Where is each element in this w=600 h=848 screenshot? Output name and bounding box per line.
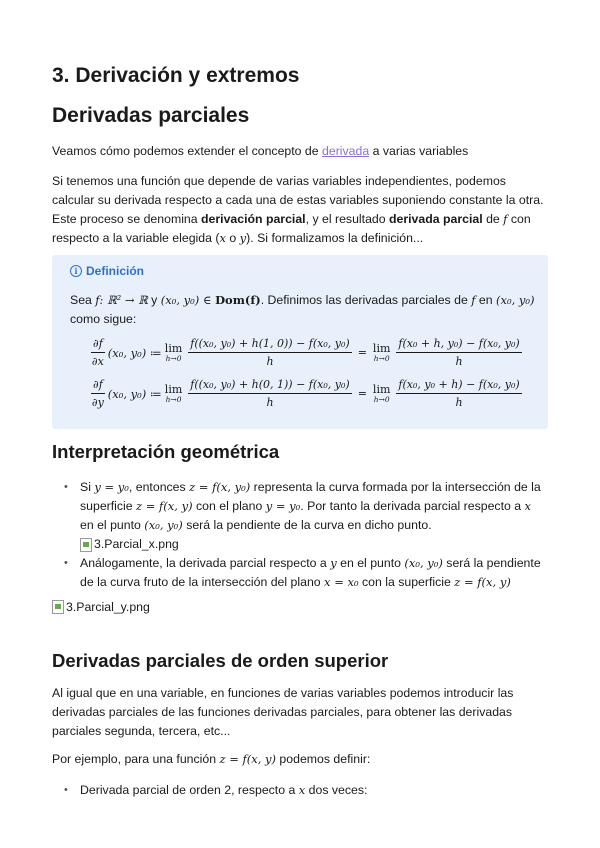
geometric-list bbox=[52, 478, 548, 592]
geometric-heading: Interpretación geométrica bbox=[52, 441, 280, 462]
intro-paragraph: Veamos cómo podemos extender el concepto de derivada a varias variables bbox=[52, 144, 469, 158]
higher-order-paragraph: Al igual que en una variable, en funciones de varias variables podemos introducir las derivadas parciales de las funciones derivadas parciales, para obtener las derivadas parciales segunda, tercera, etc... bbox=[52, 686, 514, 738]
partial-x-equation: $\frac{\partial f}{\partial x}$ (x₀, y₀) ≔ lim h→0 $\frac{\text{f((x₀, y₀) + h(1, 0)) − f(x₀, y₀)}}{h}$ = lim h→0 $\frac{\text{f(x₀ + h, y₀) − f(x₀, y₀)}}{h}$ bbox=[91, 337, 520, 368]
section-title: 3. Derivación y extremos bbox=[52, 64, 300, 87]
partial-y-equation: $\frac{\partial f}{\partial y}$ (x₀, y₀) ≔ lim h→0 $\frac{\text{f((x₀, y₀) + h(0, 1)) − f(x₀, y₀)}}{h}$ = lim h→0 $\frac{\text{f(x₀, y₀ + h) − f(x₀, y₀)}}{h}$ bbox=[91, 378, 520, 409]
page-heading: Derivadas parciales bbox=[52, 104, 250, 127]
callout-header bbox=[70, 264, 144, 278]
derivada-link[interactable]: derivada bbox=[322, 144, 370, 158]
definition-paragraph: Si tenemos una función que depende de varias variables independientes, podemos calcular su derivada respecto a cada una de estas variables suponiendo constante la otra. Este proceso se denomina derivación parcial, y el resultado derivada parcial de f con respecto a la variable elegida (x o y). Si formalizamos la definición... bbox=[52, 174, 544, 245]
parcial-y-image: 3.Parcial_y.png bbox=[52, 600, 150, 614]
info-icon: i bbox=[70, 265, 82, 277]
callout-text: Sea f: ℝ² → ℝ y (x₀, y₀) ∈ Dom(f). Definimos las derivadas parciales de f en (x₀, y₀) como sigue: bbox=[70, 293, 535, 326]
parcial-x-image: 3.Parcial_x.png bbox=[80, 535, 548, 554]
broken-image-icon bbox=[52, 600, 64, 614]
broken-image-icon bbox=[80, 538, 92, 552]
higher-order-list bbox=[52, 781, 548, 800]
example-paragraph: Por ejemplo, para una función z = f(x, y) podemos definir: bbox=[52, 752, 371, 766]
callout-title: Definición bbox=[86, 264, 145, 278]
higher-order-heading: Derivadas parciales de orden superior bbox=[52, 650, 389, 671]
list-item: • Derivada parcial de orden 2, respecto a x dos veces: bbox=[52, 781, 548, 800]
list-item: • Si y = y₀, entonces z = f(x, y₀) representa la curva formada por la intersección de la superficie z = f(x, y) con el plano y = y₀. Por tanto la derivada parcial respecto a x en el punto (x₀, y₀) será la pendiente de la curva en dicho punto. 3.Parcial_x.png bbox=[52, 478, 548, 554]
list-item: • Análogamente, la derivada parcial respecto a y en el punto (x₀, y₀) será la pendiente de la curva fruto de la intersección del plano x = x₀ con la superficie z = f(x, y) bbox=[52, 554, 548, 592]
definition-callout bbox=[52, 255, 548, 429]
